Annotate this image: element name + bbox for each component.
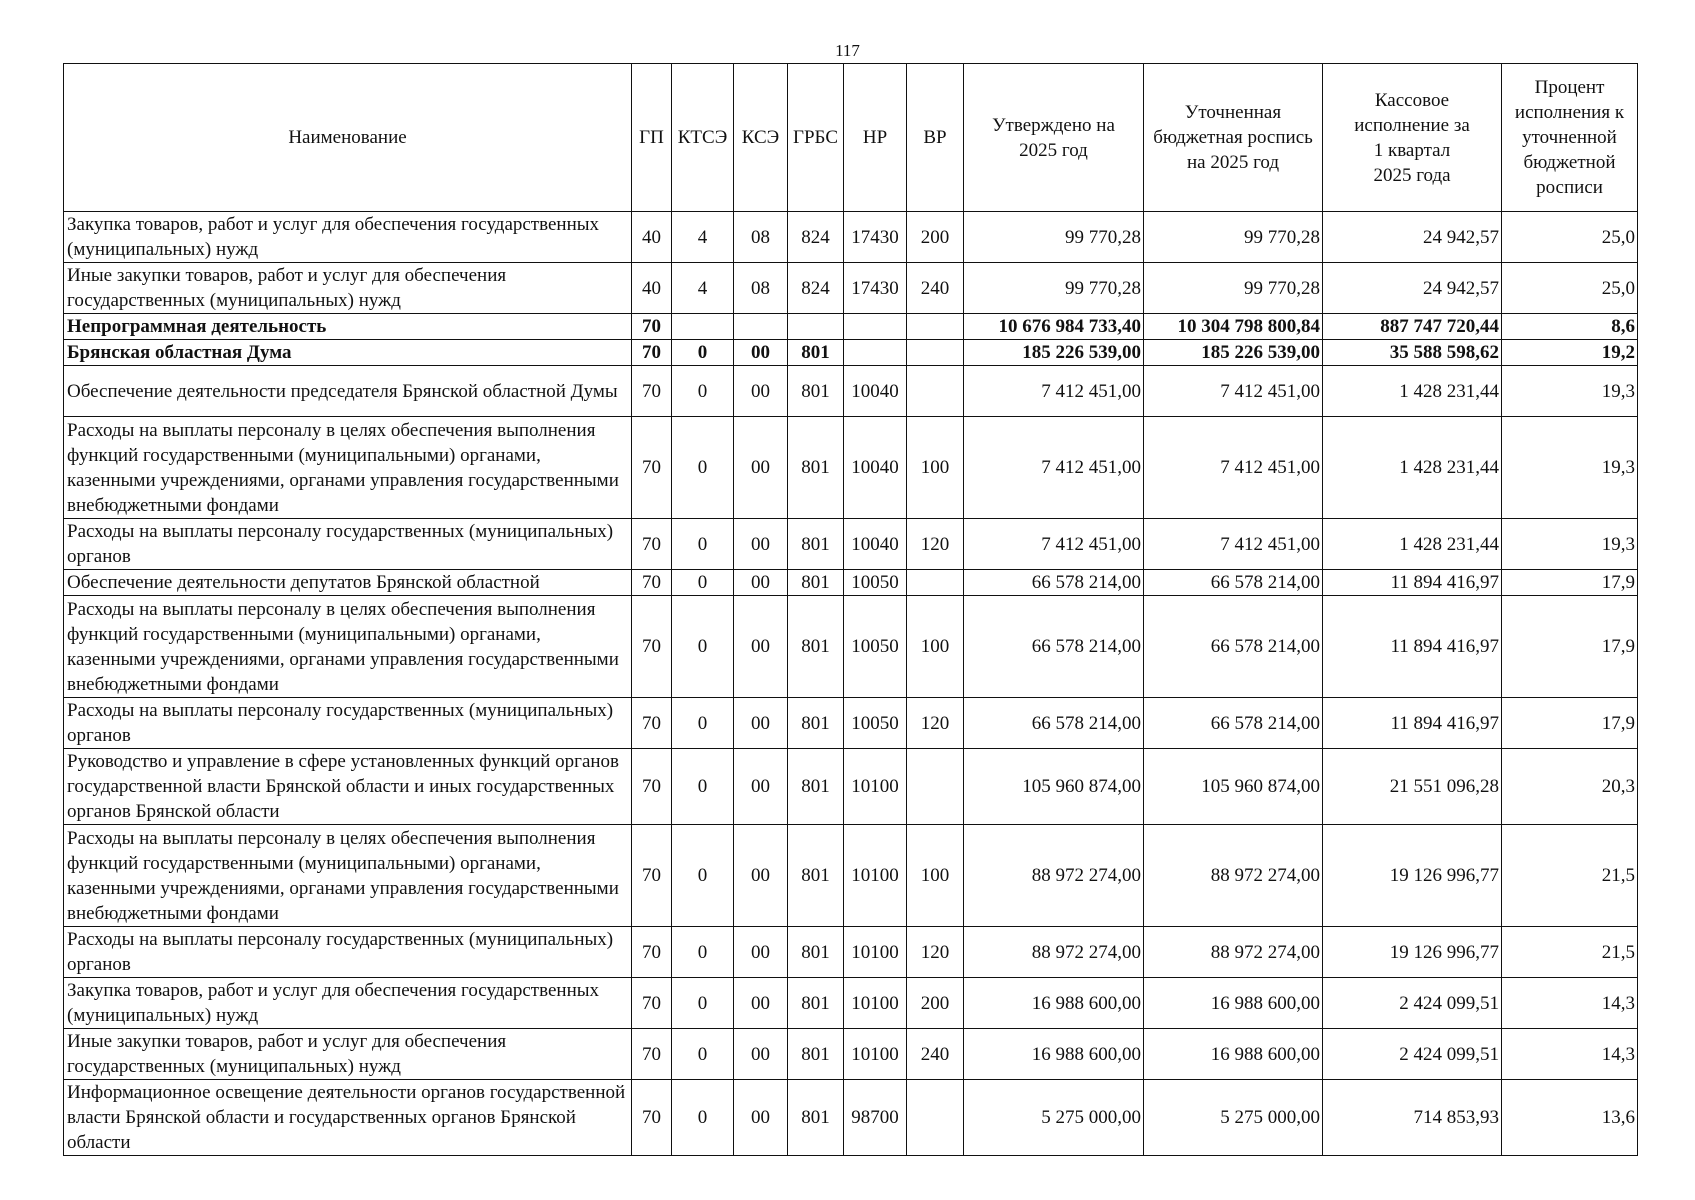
cell-refined: 7 412 451,00 <box>1144 519 1323 570</box>
cell-refined: 88 972 274,00 <box>1144 927 1323 978</box>
cell-ktse: 0 <box>672 519 734 570</box>
cell-nr: 10050 <box>844 698 907 749</box>
cell-kse <box>734 314 788 340</box>
cell-nr: 10050 <box>844 570 907 596</box>
cell-grbs: 824 <box>788 212 844 263</box>
cell-refined: 16 988 600,00 <box>1144 1029 1323 1080</box>
cell-vr: 200 <box>907 978 964 1029</box>
cell-refined: 88 972 274,00 <box>1144 825 1323 927</box>
cell-name: Обеспечение деятельности депутатов Брянской областной <box>64 570 632 596</box>
header-nr: НР <box>844 64 907 212</box>
page-number: 117 <box>835 41 860 60</box>
cell-approved: 5 275 000,00 <box>964 1080 1144 1156</box>
cell-grbs: 801 <box>788 978 844 1029</box>
cell-gp: 70 <box>632 366 672 417</box>
cell-ktse: 0 <box>672 596 734 698</box>
cell-name: Иные закупки товаров, работ и услуг для обеспечения государственных (муниципальных) нужд <box>64 263 632 314</box>
cell-kse: 00 <box>734 825 788 927</box>
cell-approved: 16 988 600,00 <box>964 1029 1144 1080</box>
cell-ktse: 0 <box>672 978 734 1029</box>
cell-vr <box>907 1080 964 1156</box>
cell-grbs: 801 <box>788 570 844 596</box>
cell-cash: 714 853,93 <box>1323 1080 1502 1156</box>
cell-grbs: 801 <box>788 366 844 417</box>
cell-vr: 100 <box>907 825 964 927</box>
table-row <box>64 263 1638 314</box>
cell-percent: 8,6 <box>1502 314 1638 340</box>
cell-name: Обеспечение деятельности председателя Брянской областной Думы <box>64 366 632 417</box>
cell-ktse: 4 <box>672 212 734 263</box>
cell-ktse: 0 <box>672 927 734 978</box>
cell-ktse: 0 <box>672 749 734 825</box>
cell-kse: 00 <box>734 927 788 978</box>
cell-percent: 20,3 <box>1502 749 1638 825</box>
table-row <box>64 1080 1638 1156</box>
cell-approved: 7 412 451,00 <box>964 366 1144 417</box>
cell-cash: 11 894 416,97 <box>1323 570 1502 596</box>
cell-nr: 10100 <box>844 825 907 927</box>
cell-gp: 40 <box>632 212 672 263</box>
cell-grbs: 801 <box>788 825 844 927</box>
table-row <box>64 212 1638 263</box>
cell-nr <box>844 340 907 366</box>
cell-gp: 70 <box>632 749 672 825</box>
cell-gp: 70 <box>632 927 672 978</box>
cell-percent: 19,2 <box>1502 340 1638 366</box>
cell-nr: 10040 <box>844 519 907 570</box>
table-row <box>64 519 1638 570</box>
budget-table <box>63 63 1638 1156</box>
cell-refined: 16 988 600,00 <box>1144 978 1323 1029</box>
cell-approved: 88 972 274,00 <box>964 927 1144 978</box>
cell-grbs: 801 <box>788 596 844 698</box>
table-row <box>64 978 1638 1029</box>
cell-kse: 00 <box>734 570 788 596</box>
cell-ktse: 0 <box>672 417 734 519</box>
cell-approved: 99 770,28 <box>964 212 1144 263</box>
table-row <box>64 596 1638 698</box>
cell-vr: 100 <box>907 417 964 519</box>
cell-nr: 98700 <box>844 1080 907 1156</box>
cell-percent: 19,3 <box>1502 366 1638 417</box>
cell-gp: 70 <box>632 314 672 340</box>
cell-name: Информационное освещение деятельности органов государственной власти Брянской области и государственных органов Брянской области <box>64 1080 632 1156</box>
cell-cash: 11 894 416,97 <box>1323 596 1502 698</box>
cell-name: Расходы на выплаты персоналу государственных (муниципальных) органов <box>64 519 632 570</box>
header-vr: ВР <box>907 64 964 212</box>
cell-vr: 120 <box>907 519 964 570</box>
cell-gp: 70 <box>632 570 672 596</box>
cell-gp: 70 <box>632 978 672 1029</box>
table-row <box>64 417 1638 519</box>
cell-approved: 7 412 451,00 <box>964 417 1144 519</box>
header-grbs: ГРБС <box>788 64 844 212</box>
header-kse: КСЭ <box>734 64 788 212</box>
cell-gp: 70 <box>632 1029 672 1080</box>
cell-vr <box>907 314 964 340</box>
cell-cash: 11 894 416,97 <box>1323 698 1502 749</box>
cell-cash: 1 428 231,44 <box>1323 519 1502 570</box>
cell-grbs: 801 <box>788 519 844 570</box>
cell-refined: 99 770,28 <box>1144 263 1323 314</box>
cell-grbs: 801 <box>788 1080 844 1156</box>
cell-name: Закупка товаров, работ и услуг для обеспечения государственных (муниципальных) нужд <box>64 978 632 1029</box>
cell-vr <box>907 340 964 366</box>
cell-gp: 70 <box>632 417 672 519</box>
cell-kse: 00 <box>734 698 788 749</box>
cell-cash: 19 126 996,77 <box>1323 825 1502 927</box>
cell-ktse: 0 <box>672 570 734 596</box>
cell-percent: 25,0 <box>1502 263 1638 314</box>
cell-kse: 08 <box>734 212 788 263</box>
cell-nr: 10050 <box>844 596 907 698</box>
header-ktse: КТСЭ <box>672 64 734 212</box>
cell-nr: 10100 <box>844 1029 907 1080</box>
header-cash: Кассовое исполнение за 1 квартал 2025 года <box>1323 64 1502 212</box>
cell-grbs <box>788 314 844 340</box>
cell-approved: 105 960 874,00 <box>964 749 1144 825</box>
cell-name: Закупка товаров, работ и услуг для обеспечения государственных (муниципальных) нужд <box>64 212 632 263</box>
cell-approved: 16 988 600,00 <box>964 978 1144 1029</box>
cell-approved: 7 412 451,00 <box>964 519 1144 570</box>
cell-approved: 88 972 274,00 <box>964 825 1144 927</box>
cell-approved: 99 770,28 <box>964 263 1144 314</box>
cell-nr: 10040 <box>844 417 907 519</box>
cell-name: Расходы на выплаты персоналу в целях обеспечения выполнения функций государственными (муниципальными) органами, казенными учреждениями, органами управления государственными внебюджетными фондами <box>64 825 632 927</box>
cell-nr: 10100 <box>844 927 907 978</box>
table-row <box>64 1029 1638 1080</box>
cell-name: Руководство и управление в сфере установленных функций органов государственной власти Брянской области и иных государственных органов Брянской области <box>64 749 632 825</box>
cell-percent: 17,9 <box>1502 596 1638 698</box>
cell-name: Расходы на выплаты персоналу государственных (муниципальных) органов <box>64 927 632 978</box>
cell-percent: 19,3 <box>1502 519 1638 570</box>
cell-cash: 2 424 099,51 <box>1323 978 1502 1029</box>
header-approved: Утверждено на 2025 год <box>964 64 1144 212</box>
table-row <box>64 825 1638 927</box>
cell-vr <box>907 749 964 825</box>
cell-kse: 00 <box>734 596 788 698</box>
cell-nr: 17430 <box>844 212 907 263</box>
cell-percent: 14,3 <box>1502 1029 1638 1080</box>
cell-name: Непрограммная деятельность <box>64 314 632 340</box>
cell-grbs: 801 <box>788 698 844 749</box>
cell-nr: 10100 <box>844 749 907 825</box>
cell-kse: 00 <box>734 417 788 519</box>
table-header-row <box>64 64 1638 212</box>
cell-grbs: 801 <box>788 417 844 519</box>
cell-cash: 24 942,57 <box>1323 212 1502 263</box>
cell-grbs: 824 <box>788 263 844 314</box>
cell-cash: 1 428 231,44 <box>1323 366 1502 417</box>
cell-name: Иные закупки товаров, работ и услуг для обеспечения государственных (муниципальных) нужд <box>64 1029 632 1080</box>
cell-approved: 66 578 214,00 <box>964 570 1144 596</box>
cell-grbs: 801 <box>788 1029 844 1080</box>
cell-approved: 185 226 539,00 <box>964 340 1144 366</box>
cell-approved: 66 578 214,00 <box>964 698 1144 749</box>
cell-grbs: 801 <box>788 340 844 366</box>
cell-approved: 66 578 214,00 <box>964 596 1144 698</box>
cell-refined: 10 304 798 800,84 <box>1144 314 1323 340</box>
cell-cash: 19 126 996,77 <box>1323 927 1502 978</box>
cell-vr <box>907 570 964 596</box>
cell-kse: 00 <box>734 978 788 1029</box>
cell-cash: 887 747 720,44 <box>1323 314 1502 340</box>
table-row <box>64 340 1638 366</box>
cell-nr: 10040 <box>844 366 907 417</box>
cell-gp: 70 <box>632 519 672 570</box>
table-body <box>64 212 1638 1156</box>
cell-kse: 00 <box>734 1029 788 1080</box>
cell-ktse: 0 <box>672 366 734 417</box>
cell-gp: 70 <box>632 596 672 698</box>
cell-refined: 99 770,28 <box>1144 212 1323 263</box>
cell-kse: 08 <box>734 263 788 314</box>
cell-grbs: 801 <box>788 927 844 978</box>
cell-refined: 7 412 451,00 <box>1144 417 1323 519</box>
cell-cash: 24 942,57 <box>1323 263 1502 314</box>
cell-kse: 00 <box>734 519 788 570</box>
cell-gp: 70 <box>632 698 672 749</box>
table-row <box>64 698 1638 749</box>
cell-ktse: 0 <box>672 698 734 749</box>
cell-gp: 70 <box>632 340 672 366</box>
cell-name: Расходы на выплаты персоналу государственных (муниципальных) органов <box>64 698 632 749</box>
cell-refined: 66 578 214,00 <box>1144 698 1323 749</box>
cell-percent: 13,6 <box>1502 1080 1638 1156</box>
cell-vr: 200 <box>907 212 964 263</box>
cell-refined: 105 960 874,00 <box>1144 749 1323 825</box>
cell-gp: 70 <box>632 1080 672 1156</box>
table-row <box>64 927 1638 978</box>
cell-vr: 120 <box>907 698 964 749</box>
cell-percent: 21,5 <box>1502 927 1638 978</box>
cell-nr: 17430 <box>844 263 907 314</box>
cell-name: Брянская областная Дума <box>64 340 632 366</box>
cell-ktse: 0 <box>672 340 734 366</box>
cell-name: Расходы на выплаты персоналу в целях обеспечения выполнения функций государственными (муниципальными) органами, казенными учреждениями, органами управления государственными внебюджетными фондами <box>64 596 632 698</box>
cell-nr: 10100 <box>844 978 907 1029</box>
cell-cash: 2 424 099,51 <box>1323 1029 1502 1080</box>
cell-cash: 35 588 598,62 <box>1323 340 1502 366</box>
cell-percent: 25,0 <box>1502 212 1638 263</box>
cell-gp: 70 <box>632 825 672 927</box>
cell-vr: 240 <box>907 263 964 314</box>
cell-kse: 00 <box>734 1080 788 1156</box>
cell-refined: 7 412 451,00 <box>1144 366 1323 417</box>
header-name: Наименование <box>64 64 632 212</box>
cell-percent: 17,9 <box>1502 698 1638 749</box>
cell-cash: 21 551 096,28 <box>1323 749 1502 825</box>
table-row <box>64 314 1638 340</box>
cell-vr: 100 <box>907 596 964 698</box>
cell-ktse: 4 <box>672 263 734 314</box>
cell-kse: 00 <box>734 340 788 366</box>
table-row <box>64 570 1638 596</box>
table-row <box>64 749 1638 825</box>
cell-refined: 66 578 214,00 <box>1144 596 1323 698</box>
cell-percent: 14,3 <box>1502 978 1638 1029</box>
header-refined: Уточненная бюджетная роспись на 2025 год <box>1144 64 1323 212</box>
cell-percent: 19,3 <box>1502 417 1638 519</box>
cell-percent: 21,5 <box>1502 825 1638 927</box>
cell-cash: 1 428 231,44 <box>1323 417 1502 519</box>
header-percent: Процент исполнения к уточненной бюджетной росписи <box>1502 64 1638 212</box>
cell-gp: 40 <box>632 263 672 314</box>
table-row <box>64 366 1638 417</box>
cell-vr: 240 <box>907 1029 964 1080</box>
cell-kse: 00 <box>734 366 788 417</box>
cell-ktse: 0 <box>672 1029 734 1080</box>
cell-ktse <box>672 314 734 340</box>
cell-refined: 5 275 000,00 <box>1144 1080 1323 1156</box>
cell-vr <box>907 366 964 417</box>
cell-nr <box>844 314 907 340</box>
cell-percent: 17,9 <box>1502 570 1638 596</box>
cell-grbs: 801 <box>788 749 844 825</box>
cell-approved: 10 676 984 733,40 <box>964 314 1144 340</box>
header-gp: ГП <box>632 64 672 212</box>
cell-ktse: 0 <box>672 1080 734 1156</box>
cell-vr: 120 <box>907 927 964 978</box>
cell-kse: 00 <box>734 749 788 825</box>
cell-refined: 66 578 214,00 <box>1144 570 1323 596</box>
cell-refined: 185 226 539,00 <box>1144 340 1323 366</box>
cell-ktse: 0 <box>672 825 734 927</box>
cell-name: Расходы на выплаты персоналу в целях обеспечения выполнения функций государственными (муниципальными) органами, казенными учреждениями, органами управления государственными внебюджетными фондами <box>64 417 632 519</box>
